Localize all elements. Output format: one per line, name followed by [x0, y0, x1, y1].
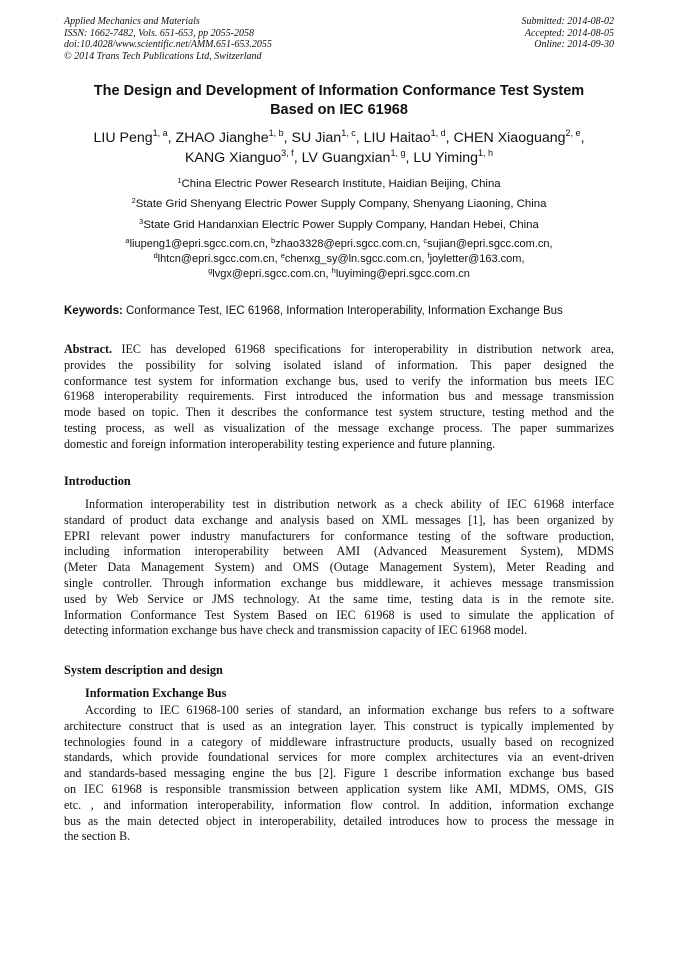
journal-copyright: © 2014 Trans Tech Publications Ltd, Switzerland	[64, 50, 262, 62]
author-name: CHEN Xiaoguang	[453, 130, 566, 146]
email-link[interactable]: zhao3328@epri.sgcc.com.cn	[275, 238, 418, 250]
email-link[interactable]: lvgx@epri.sgcc.com.cn	[212, 268, 326, 280]
author-name: KANG Xianguo	[184, 150, 282, 166]
affiliation-2	[40, 197, 638, 211]
author-name: LIU Peng	[93, 130, 153, 146]
author-affil-sup: 1, h	[478, 148, 494, 158]
abstract-label: Abstract.	[64, 342, 113, 356]
email-line-3: $^g$lvgx@epri.sgcc.com.cn, $^h$luyiming@epri.sgcc.com.cn	[208, 266, 470, 280]
paragraph-line: etc. , and information interoperability, information flow control. In addition, information exchange	[64, 797, 614, 812]
journal-issn: ISSN: 1662-7482, Vols. 651-653, pp 2055-2058	[64, 27, 254, 39]
affiliation-text: State Grid Shenyang Electric Power Supply Company, Shenyang Liaoning, China	[135, 198, 547, 210]
paragraph-line: architecture construct that is used as an integration layer. This construct is typically implemented by	[64, 718, 614, 733]
author-list	[40, 128, 638, 168]
submitted-date: Submitted: 2014-08-02	[521, 16, 614, 27]
paragraph-line: used by Web Service or JMS technology. At the same time, testing data is in the remote site.	[64, 591, 614, 606]
paragraph-line: the section B.	[64, 829, 131, 844]
paper-title	[40, 82, 638, 120]
abstract-line: domestic and foreign information interoperability testing experience and future planning.	[64, 436, 496, 451]
abstract-line: mode based on topic. Then it describes the conformance test system structure, testing method and the	[64, 405, 614, 420]
author-line-1: LIU Peng$^{1, a}$, ZHAO Jianghe$^{1, b}$, SU Jian$^{1, c}$, LIU Haitao$^{1, d}$, CHEN Xiaoguang$^{2, e}$,	[93, 128, 585, 146]
online-date: Online: 2014-09-30	[534, 39, 614, 51]
paper-title-line-1: The Design and Development of Information Conformance Test System	[93, 83, 585, 99]
author-affil-sup: 3, f	[281, 148, 294, 158]
keywords-label: Keywords:	[64, 305, 123, 317]
journal-name: Applied Mechanics and Materials	[64, 16, 200, 27]
journal-doi: doi:10.4028/www.scientific.net/AMM.651-653.2055	[64, 39, 272, 51]
email-line-1: $^a$liupeng1@epri.sgcc.com.cn, $^b$zhao3328@epri.sgcc.com.cn, $^c$sujian@epri.sgcc.com.cn,	[125, 236, 553, 250]
paragraph-line: According to IEC 61968-100 series of standard, an information exchange bus refers to a software	[85, 703, 614, 717]
section-heading-system-description: System description and design	[64, 663, 223, 677]
paper-title-line-2: Based on IEC 61968	[270, 102, 408, 118]
paragraph-line: on IEC 61968 is responsible transmission between application system like AMI, MDMS, OMS, GIS	[64, 781, 614, 796]
paragraph-line: standard of product data exchange and analysis based on XML messages [1], has been organized by	[64, 512, 614, 527]
paragraph-line: bus as the main detected object in interoperability, detailed introduces how to process the message in	[64, 813, 614, 828]
affiliation-3	[40, 218, 638, 232]
email-link[interactable]: joyletter@163.com	[429, 253, 522, 265]
paragraph-line: including information interoperability between AMI (Advanced Measurement System), MDMS	[64, 544, 614, 559]
author-emails	[40, 237, 638, 282]
section-heading-introduction: Introduction	[64, 474, 131, 488]
paragraph-line: EPRI relevant power industry manufacturers for conformance testing of the software production,	[64, 528, 614, 543]
submission-dates	[522, 16, 615, 51]
affiliation-1	[40, 177, 638, 191]
email-link[interactable]: lhtcn@epri.sgcc.com.cn	[157, 253, 275, 265]
abstract	[64, 342, 614, 453]
author-line-2: KANG Xianguo$^{3, f}$, LV Guangxian$^{1, g}$, LU Yiming$^{1, h}$	[184, 148, 494, 166]
author-affil-sup: 1, d	[430, 128, 446, 138]
keywords-text: Conformance Test, IEC 61968, Information Interoperability, Information Exchange Bus	[126, 305, 563, 317]
author-affil-sup: 1, b	[268, 128, 284, 138]
author-name: LV Guangxian	[301, 150, 391, 166]
email-link[interactable]: luyiming@epri.sgcc.com.cn	[335, 268, 470, 280]
accepted-date: Accepted: 2014-08-05	[524, 27, 614, 39]
affiliation-number: 2	[131, 196, 136, 205]
affiliation-number: 3	[139, 217, 144, 226]
author-affil-sup: 1, g	[390, 148, 406, 158]
paragraph-line: detecting information exchange bus have check and transmission capacity of IEC 61968 model.	[64, 623, 528, 638]
paragraph-line: Information Conformance Test System Based on IEC 61968 is used to simulate the application of	[64, 607, 614, 622]
author-name: ZHAO Jianghe	[175, 130, 269, 146]
abstract-line: conformance test system for information exchange bus, used to verify the information bus meets IEC	[64, 373, 614, 388]
author-name: LIU Haitao	[363, 130, 431, 146]
subsection-heading-information-exchange-bus: Information Exchange Bus	[85, 686, 227, 700]
email-link[interactable]: liupeng1@epri.sgcc.com.cn	[129, 238, 265, 250]
author-affil-sup: 2, e	[565, 128, 581, 138]
paragraph-line: (Meter Data Management System) and OMS (Outage Management System), Meter Reading and	[64, 560, 614, 575]
paragraph-line: and standards-based messaging engine the bus [2]. Figure 1 describe information exchange bus based	[64, 766, 614, 781]
paragraph-line: Information interoperability test in distribution network as a check ability of IEC 61968 interface	[85, 497, 614, 511]
abstract-line: testing process, as well as visualization of the message exchange process. The paper summarizes	[64, 420, 614, 435]
paragraph-line: standards, which provide foundational services for more complex architectures via an event-driven	[64, 750, 614, 765]
paragraph-line: technologies found in a category of middleware infrastructure products, usually based on recognized	[64, 734, 614, 749]
abstract-line: provides the possibility for solving isolated island of information. This paper designed the	[64, 357, 614, 372]
author-name: LU Yiming	[413, 150, 479, 166]
paragraph-line: single controller. Through information exchange bus middleware, it achieves message transmission	[64, 575, 614, 590]
affiliation-text: State Grid Handanxian Electric Power Supply Company, Handan Hebei, China	[143, 219, 539, 231]
system-paragraph	[64, 703, 614, 845]
introduction-paragraph	[64, 497, 614, 639]
email-line-2: $^d$lhtcn@epri.sgcc.com.cn, $^e$chenxg_sy@ln.sgcc.com.cn, $^f$joyletter@163.com,	[153, 251, 525, 265]
keywords	[64, 304, 616, 319]
abstract-line: 61968 interoperability requirements. First introduced the information bus and message transmission	[64, 389, 614, 404]
email-link[interactable]: sujian@epri.sgcc.com.cn	[427, 238, 550, 250]
email-link[interactable]: chenxg_sy@ln.sgcc.com.cn	[284, 253, 422, 265]
affiliation-number: 1	[177, 176, 182, 185]
author-affil-sup: 1, a	[152, 128, 168, 138]
author-name: SU Jian	[291, 130, 342, 146]
affiliation-text: China Electric Power Research Institute, Haidian Beijing, China	[181, 178, 501, 190]
journal-info	[64, 16, 272, 62]
abstract-line: Abstract. IEC has developed 61968 specifications for interoperability in distribution network area,	[64, 342, 615, 356]
author-affil-sup: 1, c	[341, 128, 356, 138]
